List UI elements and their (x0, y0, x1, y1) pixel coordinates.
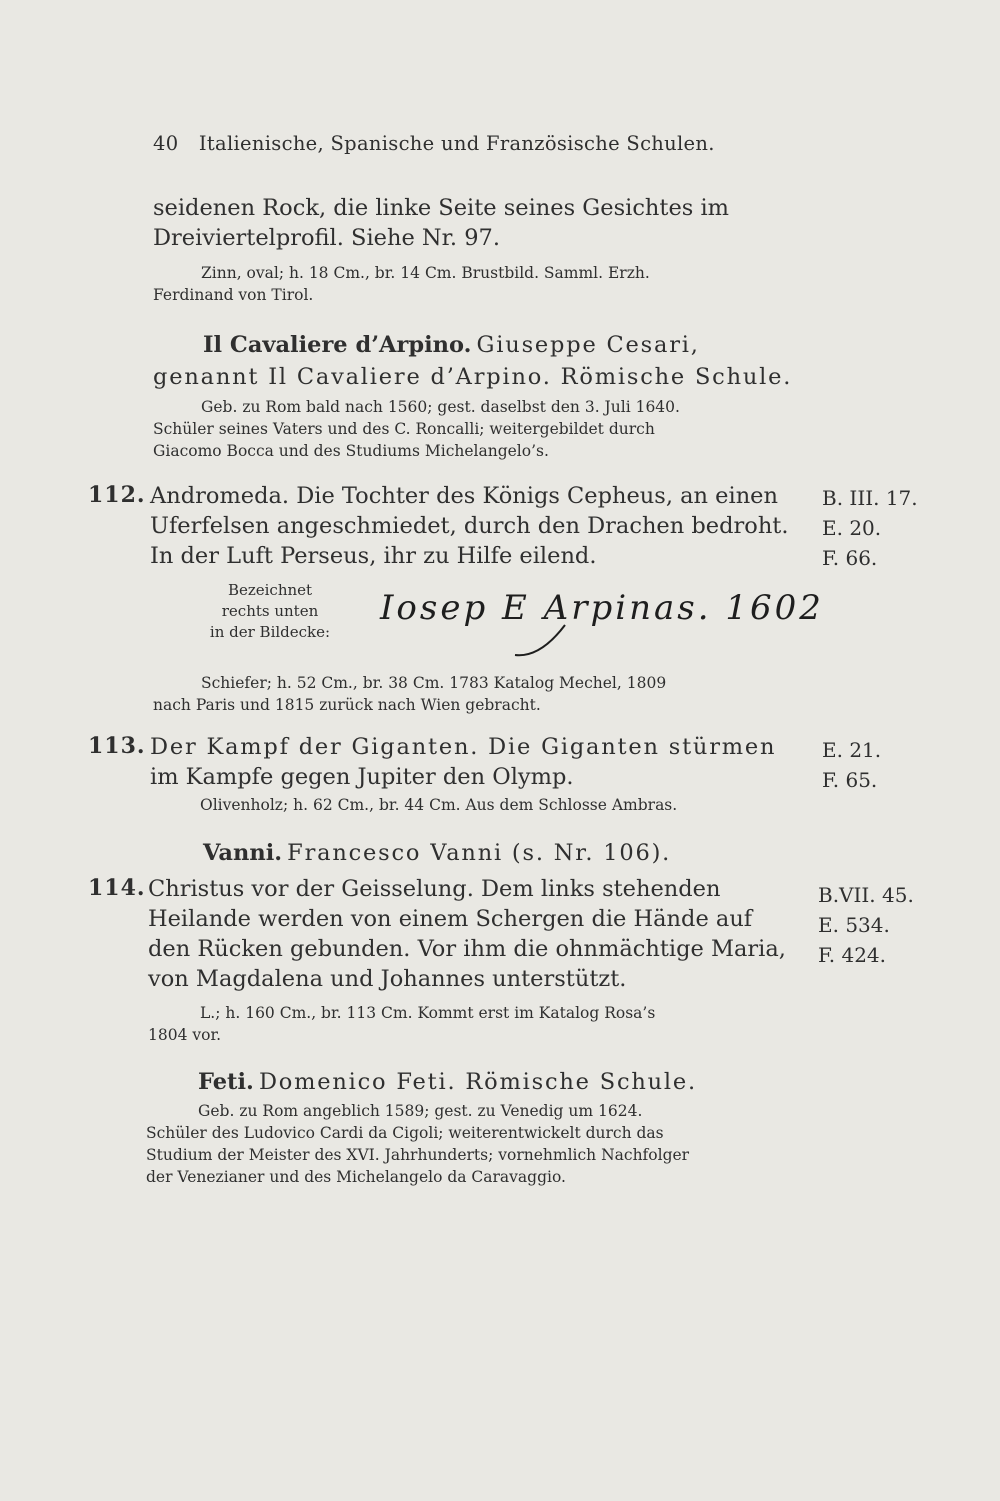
artist-full-name: Giuseppe Cesari, (476, 332, 700, 358)
artist-heading-arpino (203, 330, 700, 360)
artist-bio-arpino (153, 396, 680, 462)
entry-line: In der Luft Perseus, ihr zu Hilfe eilend. (150, 543, 597, 569)
running-title: Italienische, Spanische und Französische Schulen. (198, 132, 715, 155)
signature-label-line: rechts unten (221, 602, 319, 620)
artist-heading-feti (198, 1067, 697, 1097)
artist-heading-line2 (153, 362, 792, 392)
bio-line: Geb. zu Rom bald nach 1560; gest. daselbst den 3. Juli 1640. (201, 398, 680, 416)
page-number: 40 (153, 132, 179, 155)
catalog-entry-114 (148, 874, 786, 994)
bio-line: Giacomo Bocca und des Studiums Michelangelo’s. (153, 442, 549, 460)
artist-short-name: Vanni. (203, 840, 283, 866)
entry-line: Uferfelsen angeschmiedet, durch den Drachen bedroht. (150, 513, 789, 539)
catalog-number: 113. (88, 733, 146, 759)
signature-flourish (510, 620, 570, 660)
note-line: L.; h. 160 Cm., br. 113 Cm. Kommt erst im Katalog Rosa’s (200, 1004, 656, 1022)
reference-column (822, 483, 918, 573)
signature: Iosep E Arpinas. 1602 (380, 588, 824, 628)
note-line: Schiefer; h. 52 Cm., br. 38 Cm. 1783 Katalog Mechel, 1809 (201, 674, 667, 692)
text-line: Dreiviertelprofil. Siehe Nr. 97. (153, 225, 500, 251)
artist-full-name: Domenico Feti. Römische Schule. (258, 1069, 697, 1095)
bio-line: Studium der Meister des XVI. Jahrhunderts; vornehmlich Nachfolger (146, 1146, 690, 1164)
reference: E. 21. (822, 738, 882, 762)
artist-bio-feti (146, 1100, 689, 1188)
continuation-note (153, 262, 650, 284)
continuation-text (153, 193, 729, 253)
reference: B.VII. 45. (818, 883, 914, 907)
catalog-entry-112 (150, 481, 789, 571)
reference: F. 66. (822, 546, 878, 570)
entry-note-112 (153, 672, 666, 694)
reference: B. III. 17. (822, 486, 918, 510)
reference: E. 534. (818, 913, 890, 937)
entry-title-line: Andromeda. Die Tochter des Königs Cepheus, an einen (150, 483, 778, 509)
note-line: Olivenholz; h. 62 Cm., br. 44 Cm. Aus dem Schlosse Ambras. (200, 796, 678, 814)
catalog-number: 114. (88, 875, 146, 901)
signature-label (190, 580, 350, 643)
entry-title-line: Der Kampf der Giganten. Die Giganten stürmen (150, 734, 777, 760)
bio-line: Schüler seines Vaters und des C. Roncalli; weitergebildet durch (153, 420, 655, 438)
entry-note-114 (148, 1002, 655, 1046)
reference: F. 424. (818, 943, 887, 967)
artist-heading-vanni (203, 838, 671, 868)
catalog-number: 112. (88, 482, 146, 508)
catalog-entry-113 (150, 732, 776, 792)
reference: E. 20. (822, 516, 882, 540)
entry-line: den Rücken gebunden. Vor ihm die ohnmächtige Maria, (148, 936, 786, 962)
entry-line: Heilande werden von einem Schergen die Hände auf (148, 906, 753, 932)
artist-short-name: Il Cavaliere d’Arpino. (203, 332, 472, 358)
note-line: nach Paris und 1815 zurück nach Wien gebracht. (153, 696, 541, 714)
signature-label-line: Bezeichnet (227, 581, 313, 599)
reference-column (818, 880, 914, 970)
note-line: 1804 vor. (148, 1026, 222, 1044)
entry-title-line: Christus vor der Geisselung. Dem links stehenden (148, 876, 721, 902)
text-line: genannt Il Cavaliere d’Arpino. Römische Schule. (153, 364, 793, 390)
continuation-note-2 (153, 284, 313, 306)
artist-short-name: Feti. (198, 1069, 254, 1095)
reference: F. 65. (822, 768, 878, 792)
bio-line: Schüler des Ludovico Cardi da Cigoli; weiterentwickelt durch das (146, 1124, 664, 1142)
bio-line: der Venezianer und des Michelangelo da Caravaggio. (146, 1168, 566, 1186)
bio-line: Geb. zu Rom angeblich 1589; gest. zu Venedig um 1624. (198, 1102, 643, 1120)
entry-note-112-2 (153, 694, 541, 716)
note-line: Ferdinand von Tirol. (153, 286, 314, 304)
artist-full-name: Francesco Vanni (s. Nr. 106). (287, 840, 672, 866)
note-line: Zinn, oval; h. 18 Cm., br. 14 Cm. Brustbild. Samml. Erzh. (201, 264, 650, 282)
text-line: seidenen Rock, die linke Seite seines Gesichtes im (153, 195, 730, 221)
entry-line: von Magdalena und Johannes unterstützt. (148, 966, 627, 992)
page-header (153, 132, 715, 155)
signature-label-line: in der Bildecke: (209, 623, 331, 641)
entry-note-113 (200, 794, 677, 816)
entry-line: im Kampfe gegen Jupiter den Olymp. (150, 764, 574, 790)
reference-column (822, 735, 881, 795)
